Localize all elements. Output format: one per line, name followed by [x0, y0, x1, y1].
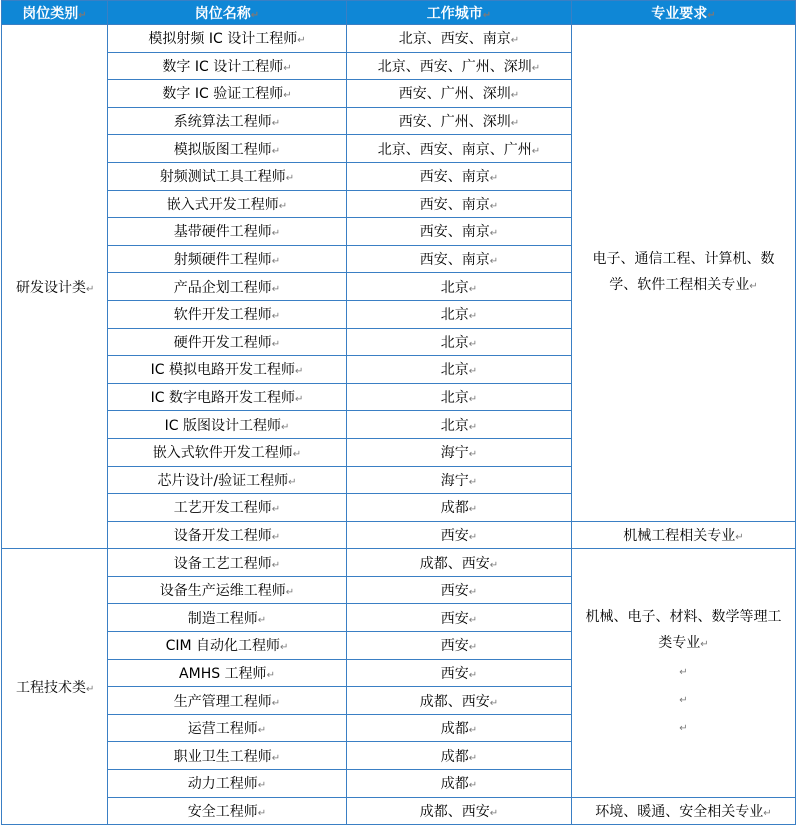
- city-cell: 北京↵: [347, 273, 572, 301]
- position-cell: 工艺开发工程师↵: [108, 494, 347, 522]
- position-cell: 射频测试工具工程师↵: [108, 162, 347, 190]
- table-row: [2, 25, 796, 53]
- city-cell: 成都、西安↵: [347, 549, 572, 577]
- recruitment-table: [1, 0, 796, 825]
- table-header-row: [2, 1, 796, 25]
- city-cell: 西安↵: [347, 521, 572, 549]
- header-category: 岗位类别↵: [2, 1, 108, 25]
- city-cell: 西安、南京↵: [347, 218, 572, 246]
- position-cell: 制造工程师↵: [108, 604, 347, 632]
- city-cell: 海宁↵: [347, 438, 572, 466]
- position-cell: 基带硬件工程师↵: [108, 218, 347, 246]
- city-cell: 成都、西安↵: [347, 797, 572, 825]
- city-cell: 西安↵: [347, 604, 572, 632]
- city-cell: 成都↵: [347, 714, 572, 742]
- city-cell: 西安↵: [347, 576, 572, 604]
- position-cell: 安全工程师↵: [108, 797, 347, 825]
- major-cell-eng-safety: 环境、暖通、安全相关专业↵: [572, 797, 796, 825]
- table-row: [2, 549, 796, 577]
- position-cell: CIM 自动化工程师↵: [108, 632, 347, 660]
- position-cell: 射频硬件工程师↵: [108, 245, 347, 273]
- major-cell-rd-main: 电子、通信工程、计算机、数学、软件工程相关专业↵: [572, 25, 796, 522]
- city-cell: 西安、广州、深圳↵: [347, 80, 572, 108]
- city-cell: 成都↵: [347, 742, 572, 770]
- position-cell: 设备生产运维工程师↵: [108, 576, 347, 604]
- position-cell: 设备工艺工程师↵: [108, 549, 347, 577]
- city-cell: 西安、南京↵: [347, 162, 572, 190]
- city-cell: 北京↵: [347, 383, 572, 411]
- position-cell: 生产管理工程师↵: [108, 687, 347, 715]
- city-cell: 成都、西安↵: [347, 687, 572, 715]
- position-cell: 嵌入式软件开发工程师↵: [108, 438, 347, 466]
- city-cell: 北京↵: [347, 300, 572, 328]
- city-cell: 西安、广州、深圳↵: [347, 107, 572, 135]
- position-cell: 硬件开发工程师↵: [108, 328, 347, 356]
- position-cell: 运营工程师↵: [108, 714, 347, 742]
- position-cell: IC 数字电路开发工程师↵: [108, 383, 347, 411]
- header-position: 岗位名称↵: [108, 1, 347, 25]
- city-cell: 西安、南京↵: [347, 245, 572, 273]
- position-cell: 动力工程师↵: [108, 770, 347, 798]
- table-row: [2, 797, 796, 825]
- city-cell: 北京、西安、南京、广州↵: [347, 135, 572, 163]
- position-cell: 数字 IC 验证工程师↵: [108, 80, 347, 108]
- city-cell: 北京↵: [347, 328, 572, 356]
- position-cell: 系统算法工程师↵: [108, 107, 347, 135]
- position-cell: 嵌入式开发工程师↵: [108, 190, 347, 218]
- position-cell: 设备开发工程师↵: [108, 521, 347, 549]
- category-cell-eng: 工程技术类↵: [2, 549, 108, 825]
- category-cell-rd: 研发设计类↵: [2, 25, 108, 549]
- city-cell: 北京↵: [347, 411, 572, 439]
- major-cell-rd-equipment: 机械工程相关专业↵: [572, 521, 796, 549]
- city-cell: 海宁↵: [347, 466, 572, 494]
- city-cell: 西安↵: [347, 659, 572, 687]
- major-cell-eng-main: 机械、电子、材料、数学等理工类专业↵ ↵ ↵ ↵: [572, 549, 796, 797]
- position-cell: IC 版图设计工程师↵: [108, 411, 347, 439]
- header-major: 专业要求↵: [572, 1, 796, 25]
- city-cell: 北京↵: [347, 356, 572, 384]
- table-row: [2, 521, 796, 549]
- position-cell: 模拟版图工程师↵: [108, 135, 347, 163]
- position-cell: 芯片设计/验证工程师↵: [108, 466, 347, 494]
- city-cell: 成都↵: [347, 770, 572, 798]
- position-cell: 数字 IC 设计工程师↵: [108, 52, 347, 80]
- position-cell: 软件开发工程师↵: [108, 300, 347, 328]
- position-cell: 产品企划工程师↵: [108, 273, 347, 301]
- position-cell: 职业卫生工程师↵: [108, 742, 347, 770]
- position-cell: AMHS 工程师↵: [108, 659, 347, 687]
- header-city: 工作城市↵: [347, 1, 572, 25]
- position-cell: IC 模拟电路开发工程师↵: [108, 356, 347, 384]
- city-cell: 北京、西安、广州、深圳↵: [347, 52, 572, 80]
- city-cell: 西安、南京↵: [347, 190, 572, 218]
- city-cell: 成都↵: [347, 494, 572, 522]
- position-cell: 模拟射频 IC 设计工程师↵: [108, 25, 347, 53]
- city-cell: 北京、西安、南京↵: [347, 25, 572, 53]
- city-cell: 西安↵: [347, 632, 572, 660]
